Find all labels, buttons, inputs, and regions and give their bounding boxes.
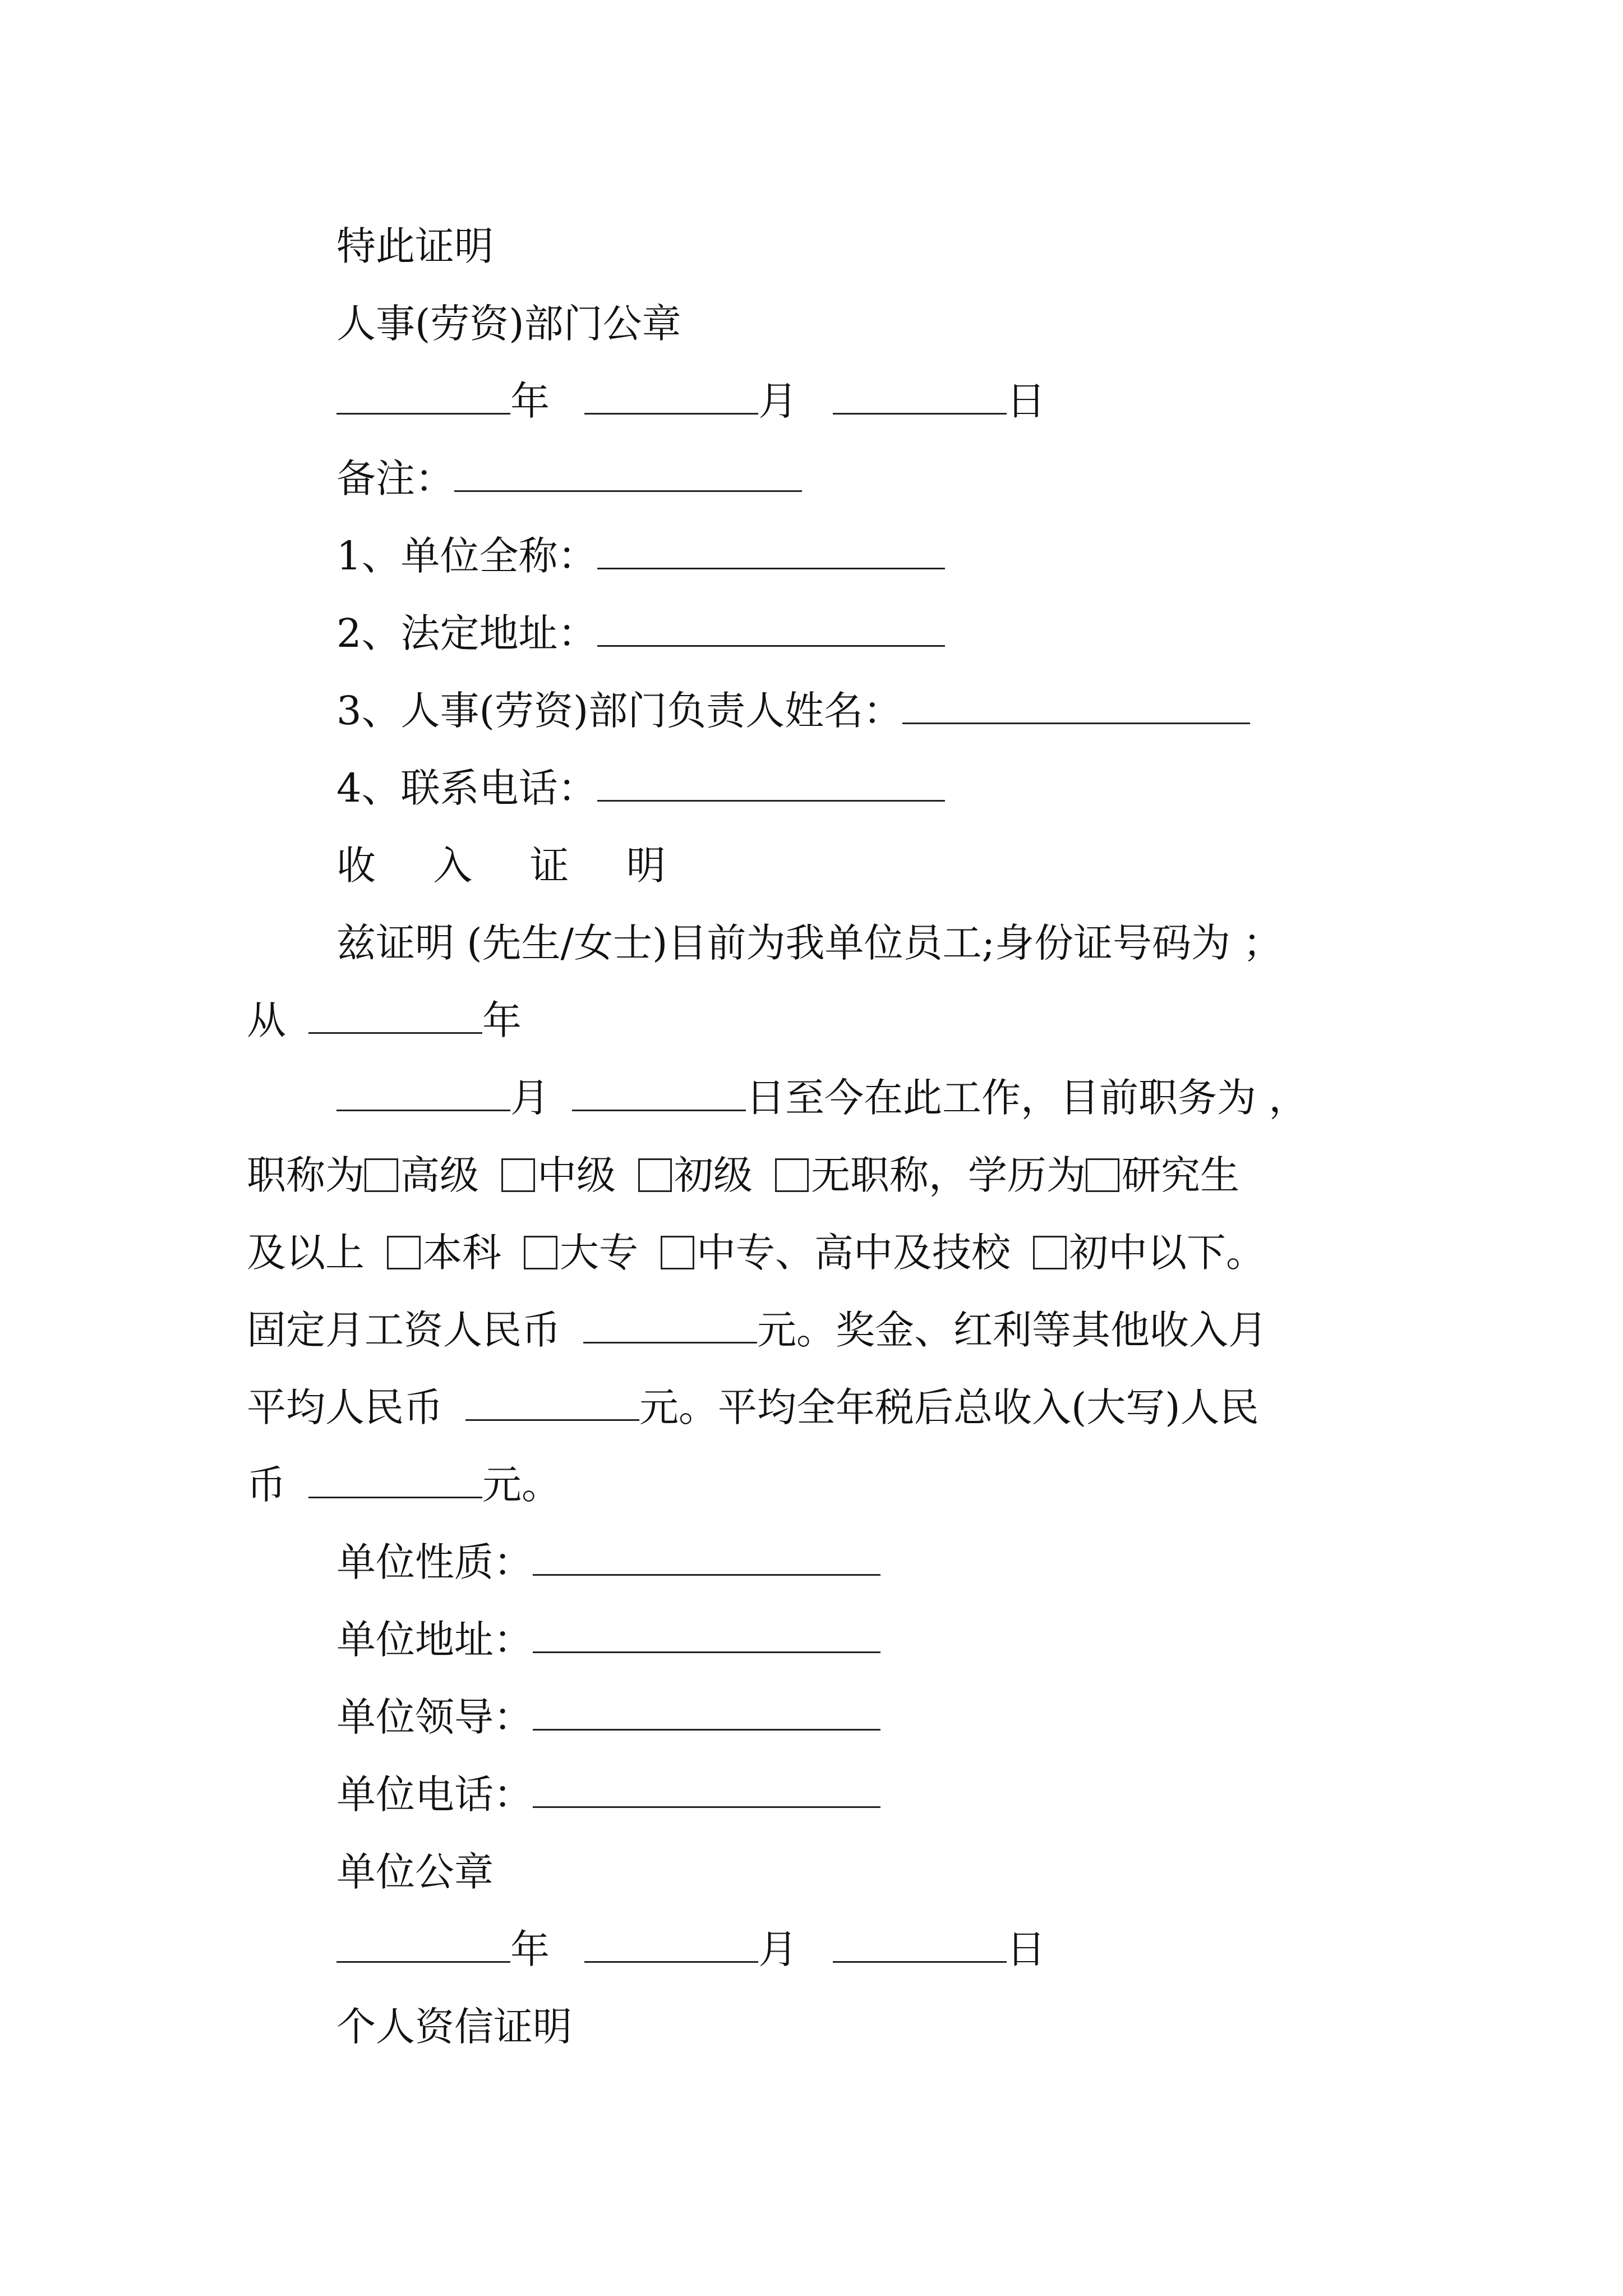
month-blank[interactable] xyxy=(584,378,758,415)
item4-blank[interactable] xyxy=(597,765,945,802)
checkbox-high[interactable] xyxy=(365,1158,398,1192)
remark-blank[interactable] xyxy=(454,455,802,492)
credit-title: 个人资信证明 xyxy=(336,2004,572,2050)
bonus-tail: 元。平均全年税后总收入(大写)人民 xyxy=(639,1384,1259,1430)
salary-blank[interactable] xyxy=(583,1307,757,1343)
para1-line xyxy=(336,904,1282,982)
income-title-line xyxy=(336,827,688,904)
para1b-line xyxy=(247,982,522,1059)
option-high: 高级 xyxy=(400,1152,479,1198)
start-year-blank[interactable] xyxy=(308,997,482,1034)
year-blank-2[interactable] xyxy=(336,1926,510,1963)
item3-line xyxy=(336,672,1250,749)
option-mid: 中级 xyxy=(537,1152,616,1198)
annual-line xyxy=(247,1446,561,1524)
unit-address-label: 单位地址： xyxy=(336,1617,533,1663)
hr-seal-text: 人事(劳资)部门公章 xyxy=(336,301,681,347)
unit-nature-line xyxy=(336,1524,880,1601)
option-none: 无职称，学历为 xyxy=(811,1152,1086,1198)
checkbox-college[interactable] xyxy=(524,1236,557,1269)
item1-label: 1、单位全称： xyxy=(336,533,597,579)
checkbox-secondary[interactable] xyxy=(661,1236,694,1269)
para2-text: 日至今在此工作，目前职务为 ， xyxy=(746,1075,1308,1121)
salary-tail: 元。奖金、红利等其他收入月 xyxy=(757,1307,1267,1353)
title-options-line xyxy=(247,1137,1239,1214)
unit-nature-label: 单位性质： xyxy=(336,1539,533,1585)
year-label-2: 年 xyxy=(510,1926,550,1972)
unit-phone-label: 单位电话： xyxy=(336,1772,533,1818)
and-above-label: 及以上 xyxy=(247,1230,365,1276)
item1-blank[interactable] xyxy=(597,533,945,569)
checkbox-none[interactable] xyxy=(775,1158,809,1192)
unit-address-line xyxy=(336,1601,880,1678)
option-college: 大专 xyxy=(560,1230,638,1276)
bonus-blank[interactable] xyxy=(465,1384,639,1421)
checkbox-bachelor[interactable] xyxy=(387,1236,421,1269)
option-bachelor: 本科 xyxy=(423,1230,501,1276)
unit-seal-line xyxy=(336,1833,494,1911)
item3-blank[interactable] xyxy=(902,688,1250,724)
income-title: 收 入 证 明 xyxy=(336,843,688,889)
start-month-blank[interactable] xyxy=(336,1075,510,1111)
year-blank[interactable] xyxy=(336,378,510,415)
unit-phone-blank[interactable] xyxy=(533,1772,880,1808)
item3-label: 3、人事(劳资)部门负责人姓名： xyxy=(336,688,903,734)
unit-leader-label: 单位领导： xyxy=(336,1694,533,1740)
item2-blank[interactable] xyxy=(597,610,945,647)
annual-blank[interactable] xyxy=(308,1462,482,1498)
checkbox-grad[interactable] xyxy=(1086,1158,1119,1192)
start-year-label: 年 xyxy=(482,997,522,1043)
month-label-2: 月 xyxy=(758,1926,798,1972)
annual-label: 币 xyxy=(247,1462,286,1508)
item4-line xyxy=(336,749,945,827)
option-grad: 研究生 xyxy=(1122,1152,1239,1198)
option-below: 初中以下。 xyxy=(1069,1230,1265,1276)
unit-leader-blank[interactable] xyxy=(533,1694,880,1731)
day-label: 日 xyxy=(1006,378,1046,424)
hr-seal-line xyxy=(336,285,681,362)
month-label: 月 xyxy=(758,378,798,424)
unit-address-blank[interactable] xyxy=(533,1617,880,1653)
bonus-label: 平均人民币 xyxy=(247,1384,443,1430)
bonus-line xyxy=(247,1369,1259,1446)
unit-seal-text: 单位公章 xyxy=(336,1849,494,1895)
unit-leader-line xyxy=(336,1678,880,1756)
certify-text: 特此证明 xyxy=(336,223,494,269)
checkbox-mid[interactable] xyxy=(501,1158,535,1192)
item4-label: 4、联系电话： xyxy=(336,765,597,811)
salary-line xyxy=(247,1291,1267,1369)
unit-nature-blank[interactable] xyxy=(533,1539,880,1576)
credit-title-line xyxy=(336,1988,572,2065)
annual-tail: 元。 xyxy=(482,1462,561,1508)
date-line-1 xyxy=(336,362,1046,440)
day-blank-2[interactable] xyxy=(833,1926,1007,1963)
checkbox-below[interactable] xyxy=(1033,1236,1067,1269)
remark-label: 备注： xyxy=(336,455,454,501)
day-blank[interactable] xyxy=(833,378,1007,415)
from-label: 从 xyxy=(247,997,286,1043)
checkbox-junior[interactable] xyxy=(638,1158,672,1192)
year-label: 年 xyxy=(510,378,550,424)
para2-line xyxy=(336,1059,1308,1137)
option-junior: 初级 xyxy=(674,1152,753,1198)
date-line-2 xyxy=(336,1911,1046,1988)
remark-line xyxy=(336,440,802,517)
certify-line xyxy=(336,208,494,285)
education-options-line xyxy=(247,1214,1265,1291)
item2-label: 2、法定地址： xyxy=(336,610,597,656)
day-label-2: 日 xyxy=(1006,1926,1046,1972)
salary-label: 固定月工资人民币 xyxy=(247,1307,561,1353)
start-day-blank[interactable] xyxy=(572,1075,746,1111)
item1-line xyxy=(336,517,945,595)
month-blank-2[interactable] xyxy=(584,1926,758,1963)
option-secondary: 中专、高中及技校 xyxy=(697,1230,1011,1276)
item2-line xyxy=(336,595,945,672)
para1-text: 兹证明 (先生/女士)目前为我单位员工;身份证号码为 ； xyxy=(336,920,1283,966)
start-month-label: 月 xyxy=(510,1075,550,1121)
title-label: 职称为 xyxy=(247,1152,365,1198)
unit-phone-line xyxy=(336,1756,880,1833)
